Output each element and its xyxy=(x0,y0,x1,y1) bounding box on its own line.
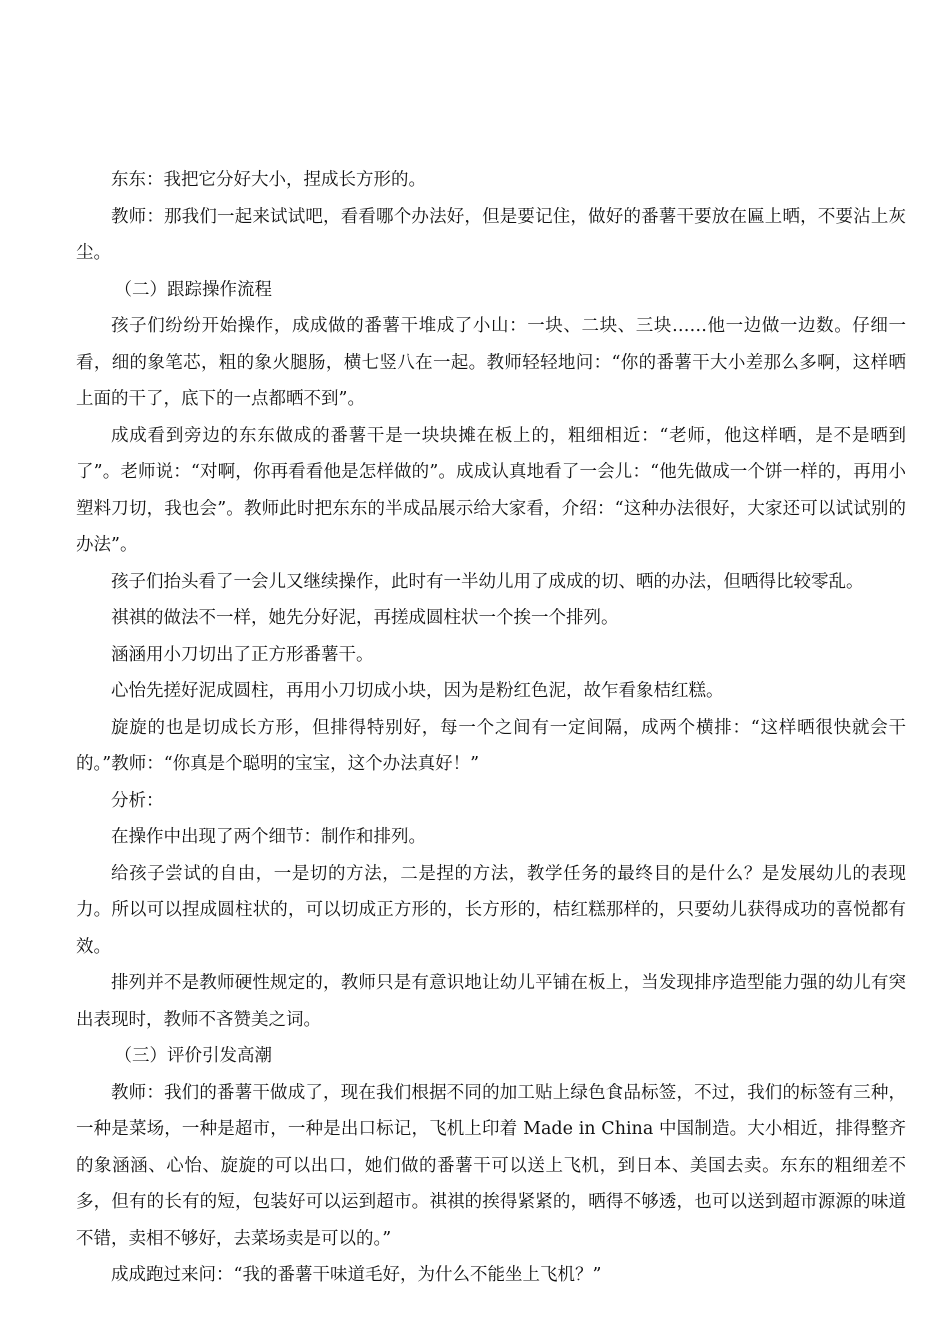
paragraph: 排列并不是教师硬性规定的，教师只是有意识地让幼儿平铺在板上，当发现排序造型能力强的幼儿有突出表现时，教师不吝赞美之词。 xyxy=(76,973,906,1030)
paragraph: 祺祺的做法不一样，她先分好泥，再搓成圆柱状一个挨一个排列。 xyxy=(111,608,619,628)
section-heading: （二）跟踪操作流程 xyxy=(114,279,272,300)
paragraph: 东东：我把它分好大小，捏成长方形的。 xyxy=(111,170,426,190)
paragraph: 孩子们纷纷开始操作，成成做的番薯干堆成了小山：一块、二块、三块……他一边做一边数。仔细一看，细的象笔芯，粗的象火腿肠，横七竖八在一起。教师轻轻地问：“你的番薯干大小差那么多啊，这样晒上面的干了，底下的一点都晒不到”。 xyxy=(76,316,906,409)
paragraph: 成成跑过来问：“我的番薯干味道毛好，为什么不能坐上飞机？” xyxy=(111,1265,602,1285)
paragraph: 教师：我们的番薯干做成了，现在我们根据不同的加工贴上绿色食品标签，不过，我们的标签有三种，一种是菜场，一种是超市，一种是出口标记，飞机上印着 Made in China 中国制造。大小相近，排得整齐的象涵涵、心怡、旋旋的可以出口，她们做的番薯干可以送上飞机，到日本、美国去卖。东东的粗细差不多，但有的长有的短，包装好可以运到超市。祺祺的挨得紧紧的，晒得不够透，也可以送到超市源源的味道不错，卖相不够好，去菜场卖是可以的。” xyxy=(76,1082,906,1249)
paragraph: 分析： xyxy=(111,790,164,811)
paragraph: 心怡先搓好泥成圆柱，再用小刀切成小块，因为是粉红色泥，故乍看象桔红糕。 xyxy=(111,681,724,701)
paragraph: 给孩子尝试的自由，一是切的方法，二是捏的方法，教学任务的最终目的是什么？是发展幼儿的表现力。所以可以捏成圆柱状的，可以切成正方形的，长方形的，桔红糕那样的，只要幼儿获得成功的喜悦都有效。 xyxy=(76,863,906,957)
paragraph: 孩子们抬头看了一会儿又继续操作，此时有一半幼儿用了成成的切、晒的办法，但晒得比较零乱。 xyxy=(111,571,864,592)
document-page xyxy=(76,162,906,1294)
paragraph: 教师：那我们一起来试试吧，看看哪个办法好，但是要记住，做好的番薯干要放在匾上晒，不要沾上灰尘。 xyxy=(76,206,906,263)
paragraph: 在操作中出现了两个细节：制作和排列。 xyxy=(111,827,426,847)
paragraph: 旋旋的也是切成长方形，但排得特别好，每一个之间有一定间隔，成两个横排：“这样晒很快就会干的。”教师：“你真是个聪明的宝宝，这个办法真好！” xyxy=(76,717,906,774)
paragraph: 成成看到旁边的东东做成的番薯干是一块块摊在板上的，粗细相近：“老师，他这样晒，是不是晒到了”。老师说：“对啊，你再看看他是怎样做的”。成成认真地看了一会儿：“他先做成一个饼一样的，再用小塑料刀切，我也会”。教师此时把东东的半成品展示给大家看，介绍：“这种办法很好，大家还可以试试别的办法”。 xyxy=(76,425,906,555)
section-heading: （三）评价引发高潮 xyxy=(114,1046,272,1066)
paragraph: 涵涵用小刀切出了正方形番薯干。 xyxy=(111,644,374,665)
